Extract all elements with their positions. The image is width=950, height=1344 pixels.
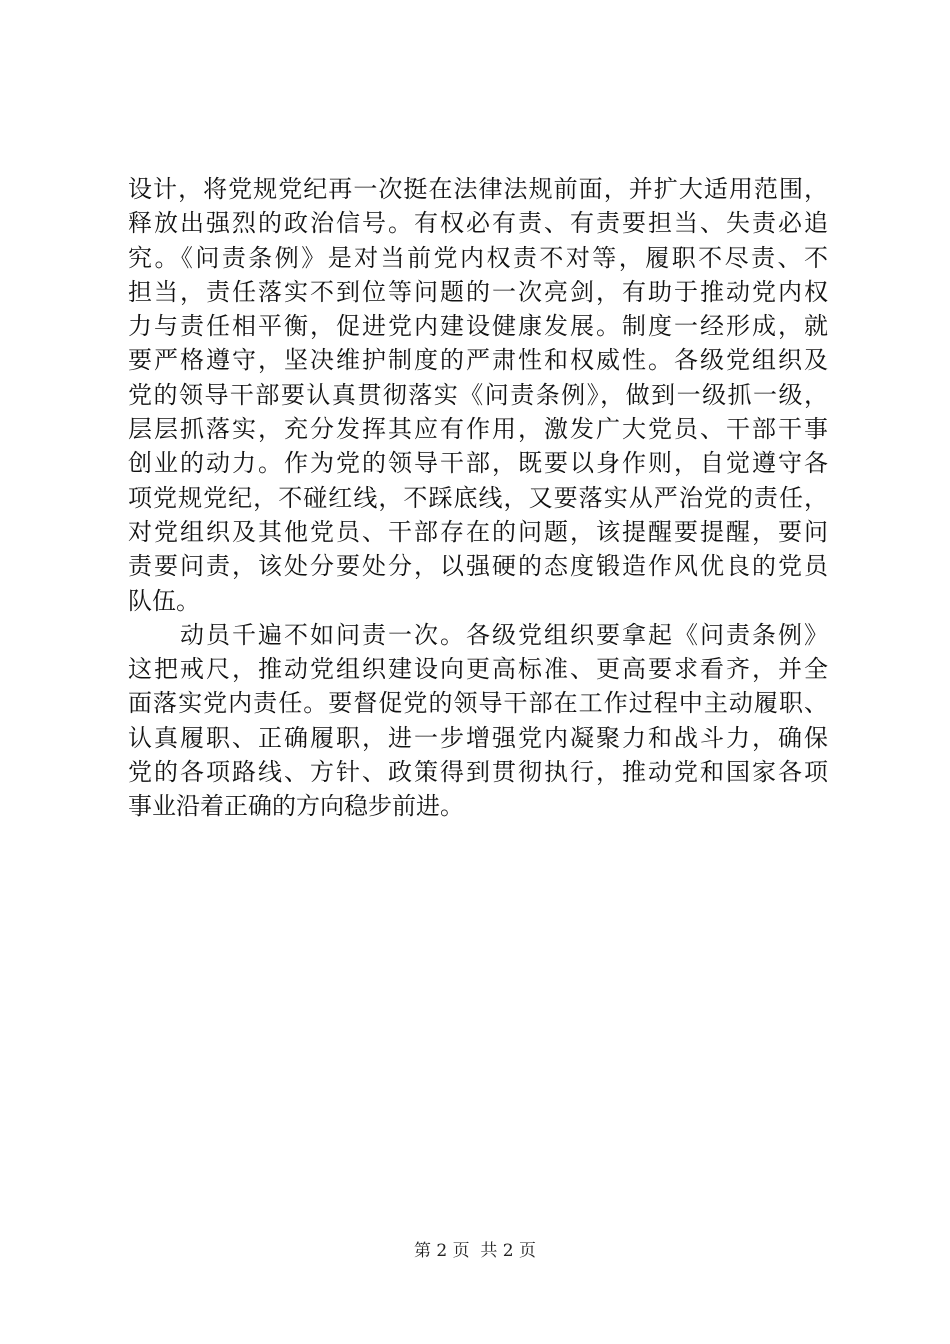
text-line: 责要问责，该处分要处分，以强硬的态度锻造作风优良的党员 (128, 552, 828, 581)
text-line: 力与责任相平衡，促进党内建设健康发展。制度一经形成，就 (128, 312, 828, 341)
text-line: 党的各项路线、方针、政策得到贯彻执行，推动党和国家各项 (128, 758, 828, 787)
text-line: 面落实党内责任。要督促党的领导干部在工作过程中主动履职、 (128, 689, 828, 718)
text-line: 设计，将党规党纪再一次挺在法律法规前面，并扩大适用范围， (128, 175, 828, 203)
page-footer: 第 2 页 共 2 页 (413, 1241, 537, 1261)
text-line: 释放出强烈的政治信号。有权必有责、有责要担当、失责必追 (128, 209, 828, 238)
text-line: 担当，责任落实不到位等问题的一次亮剑，有助于推动党内权 (128, 277, 828, 306)
text-line: 要严格遵守，坚决维护制度的严肃性和权威性。各级党组织及 (128, 346, 828, 375)
text-line: 对党组织及其他党员、干部存在的问题，该提醒要提醒，要问 (128, 517, 828, 546)
text-line: 事业沿着正确的方向稳步前进。 (128, 792, 464, 821)
text-line: 动员千遍不如问责一次。各级党组织要拿起《问责条例》 (128, 620, 828, 649)
text-line: 项党规党纪，不碰红线，不踩底线，又要落实从严治党的责任， (128, 483, 828, 512)
text-line: 究。《问责条例》是对当前党内权责不对等，履职不尽责、不 (128, 243, 828, 272)
body-text (128, 172, 828, 824)
text-line: 党的领导干部要认真贯彻落实《问责条例》，做到一级抓一级， (128, 380, 828, 409)
text-line: 队伍。 (128, 586, 200, 615)
text-line: 这把戒尺，推动党组织建设向更高标准、更高要求看齐，并全 (128, 655, 828, 684)
text-line: 层层抓落实，充分发挥其应有作用，激发广大党员、干部干事 (128, 415, 828, 444)
text-line: 认真履职、正确履职，进一步增强党内凝聚力和战斗力，确保 (128, 723, 828, 752)
text-line: 创业的动力。作为党的领导干部，既要以身作则，自觉遵守各 (128, 449, 828, 478)
